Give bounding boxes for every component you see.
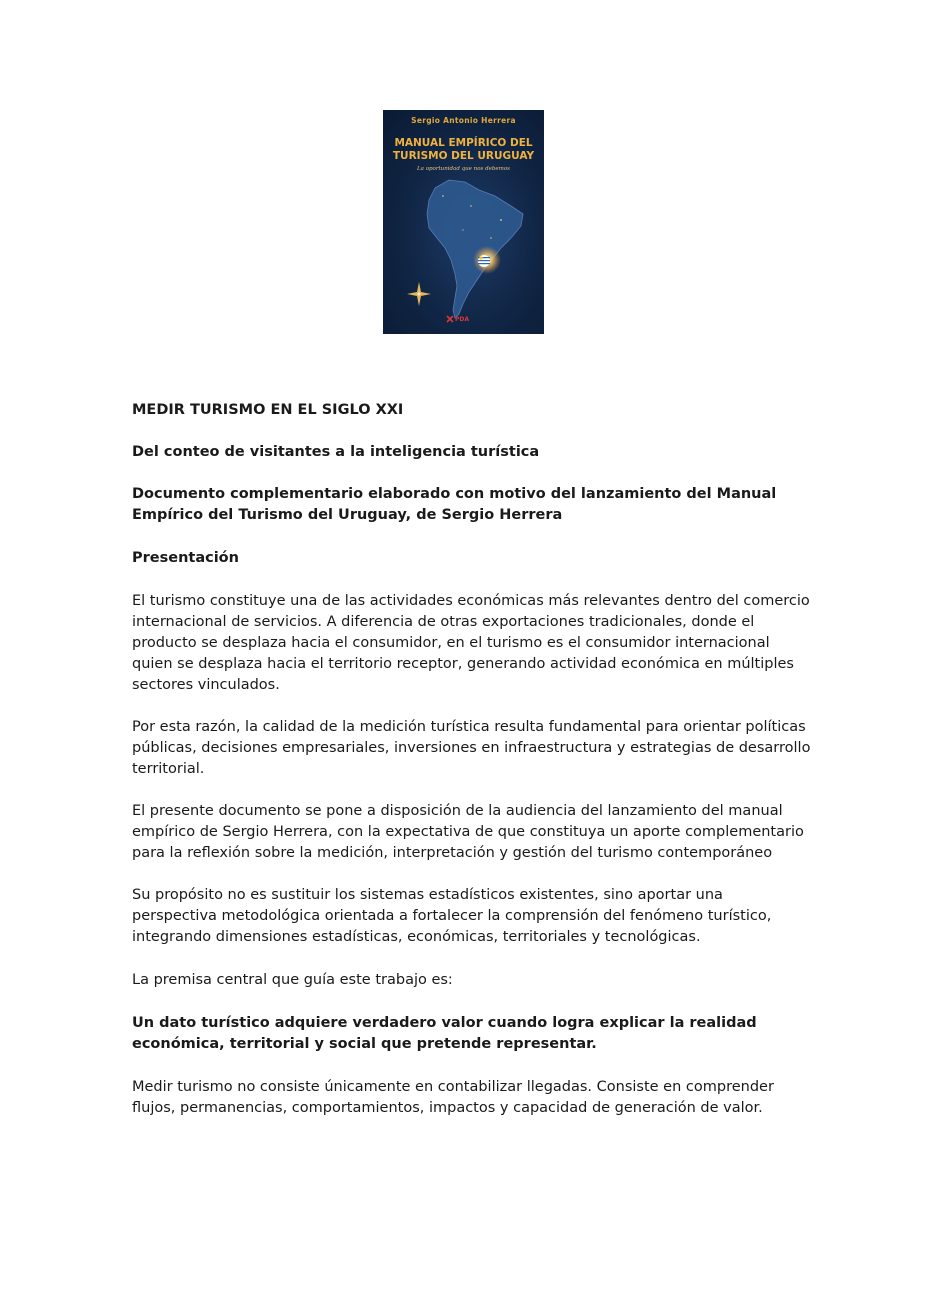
section-title: Presentación <box>132 550 239 566</box>
cover-title: MANUAL EMPÍRICO DEL TURISMO DEL URUGUAY <box>392 137 535 162</box>
document-context: Documento complementario elaborado con motivo del lanzamiento del Manual Empírico del Turismo del Uruguay, de Sergio Herrera <box>132 486 777 523</box>
paragraph-4: Su propósito no es sustituir los sistemas estadísticos existentes, sino aportar una perspectiva metodológica orientada a fortalecer la comprensión del fenómeno turístico, integrando dimensiones estadísticas, económicas, territoriales y tecnológicas. <box>132 887 772 945</box>
closing-paragraph: Medir turismo no consiste únicamente en contabilizar llegadas. Consiste en comprender flujos, permanencias, comportamientos, impactos y capacidad de generación de valor. <box>132 1079 774 1116</box>
city-light <box>462 229 463 230</box>
cover-publisher: PDA <box>455 316 470 323</box>
compass-rose-icon <box>407 282 431 306</box>
document-heading: MEDIR TURISMO EN EL SIGLO XXI <box>132 402 404 418</box>
city-light <box>442 195 444 197</box>
continent-shape <box>427 180 523 318</box>
paragraph-2: Por esta razón, la calidad de la medición turística resulta fundamental para orientar políticas públicas, decisiones empresariales, inversiones en infraestructura y estrategias de desarrollo territorial. <box>132 719 811 777</box>
cover-subtitle: La oportunidad que nos debemos <box>417 166 510 172</box>
cover-author: Sergio Antonio Herrera <box>411 116 516 125</box>
book-cover <box>383 110 544 334</box>
central-premise: Un dato turístico adquiere verdadero valor cuando logra explicar la realidad económica, territorial y social que pretende representar. <box>132 1015 757 1052</box>
paragraph-1: El turismo constituye una de las actividades económicas más relevantes dentro del comercio internacional de servicios. A diferencia de otras exportaciones tradicionales, donde el producto se desplaza hacia el consumidor, en el turismo es el consumidor internacional quien se desplaza hacia el territorio receptor, generando actividad económica en múltiples sectores vinculados. <box>132 593 810 693</box>
paragraph-5: La premisa central que guía este trabajo es: <box>132 972 453 988</box>
city-light <box>490 237 491 238</box>
publisher-logo-icon <box>447 316 453 322</box>
document-subheading: Del conteo de visitantes a la inteligencia turística <box>132 444 540 460</box>
city-light <box>500 219 502 221</box>
city-light <box>470 205 471 206</box>
uruguay-flag-icon <box>478 255 490 267</box>
paragraph-3: El presente documento se pone a disposición de la audiencia del lanzamiento del manual empírico de Sergio Herrera, con la expectativa de que constituya un aporte complementario para la reflexión sobre la medición, interpretación y gestión del turismo contemporáneo <box>132 803 804 861</box>
